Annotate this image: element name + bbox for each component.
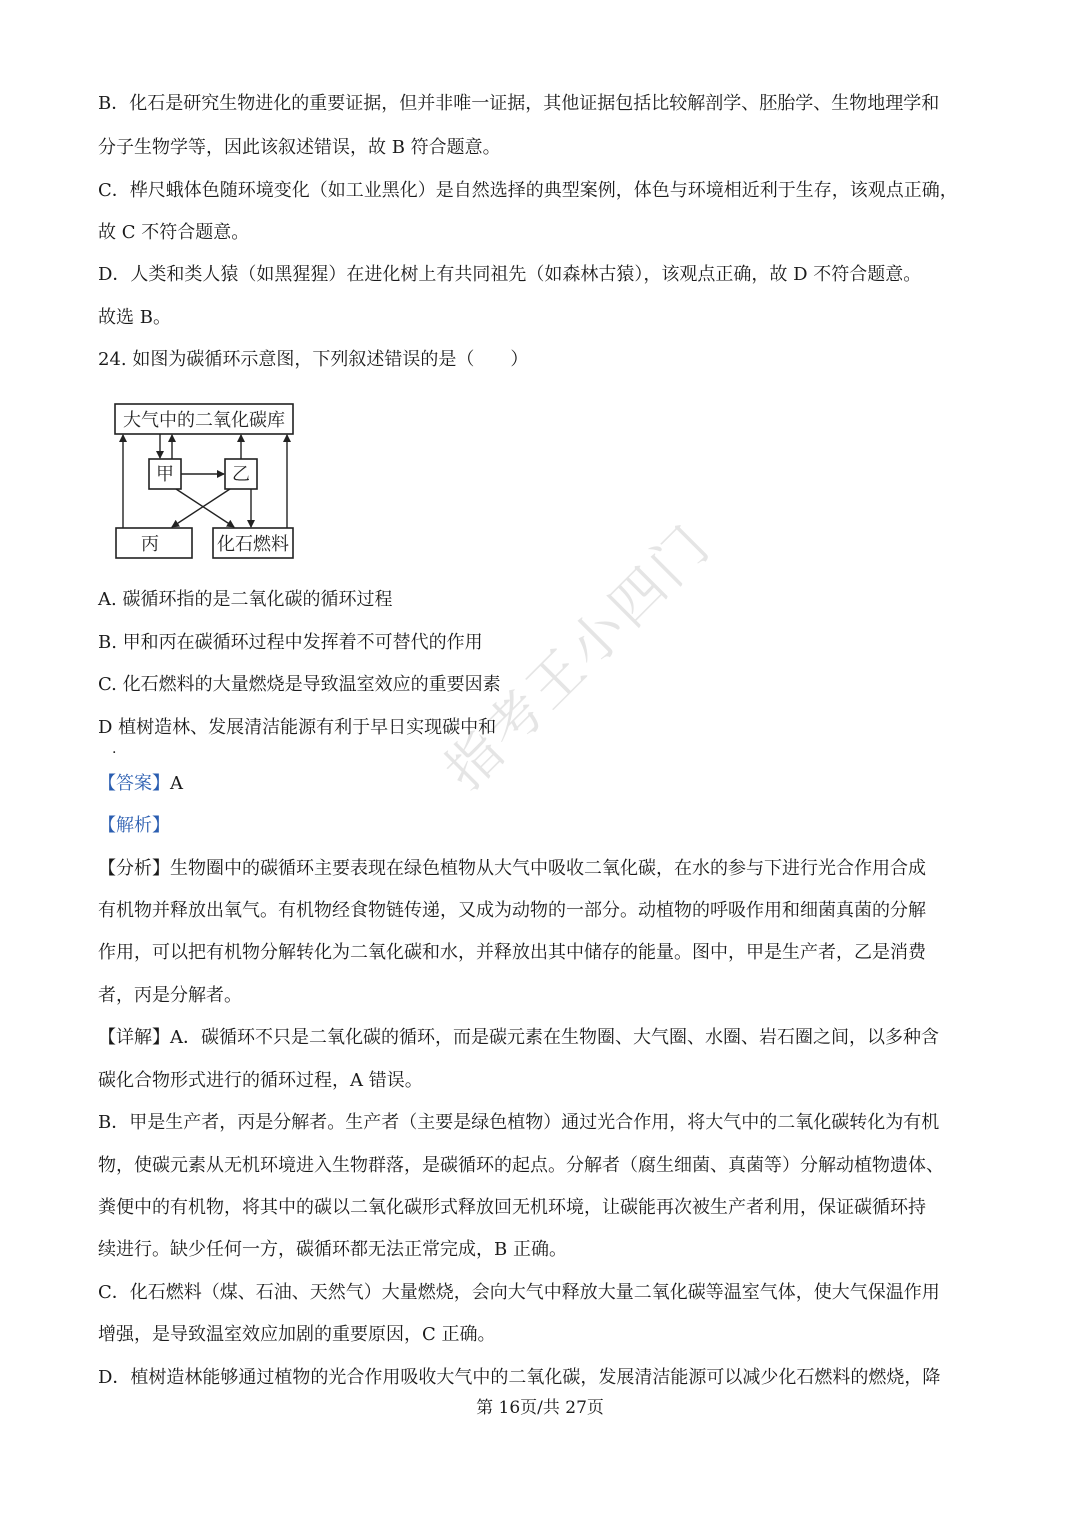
fenxi-line1 [98, 857, 988, 881]
consumer-label: 乙 [232, 464, 250, 485]
option-a: A. 碳循环指的是二氧化碳的循环过程 [98, 589, 393, 610]
option-c: C. 化石燃料的大量燃烧是导致温室效应的重要因素 [98, 674, 501, 695]
fenxi-line4: 者，丙是分解者。 [98, 985, 242, 1006]
xiangjie-a-line1 [98, 1026, 988, 1050]
watermark: 指考王小四门 [432, 511, 724, 803]
fenxi-label: 【分析】 [98, 858, 170, 879]
producer-label: 甲 [156, 464, 174, 485]
question-stem: 24. 如图为碳循环示意图，下列叙述错误的是（ ） [98, 349, 529, 370]
answer-line [98, 772, 988, 796]
explanation-b-line2: 分子生物学等，因此该叙述错误，故 B 符合题意。 [98, 137, 501, 158]
fenxi-line2: 有机物并释放出氧气。有机物经食物链传递，又成为动物的一部分。动植物的呼吸作用和细菌真菌的分解 [98, 900, 926, 921]
xiangjie-c-line1: C．化石燃料（煤、石油、天然气）大量燃烧，会向大气中释放大量二氧化碳等温室气体，使大气保温作用 [98, 1282, 940, 1303]
xiangjie-b-line2: 物，使碳元素从无机环境进入生物群落，是碳循环的起点。分解者（腐生细菌、真菌等）分解动植物遗体、 [98, 1155, 944, 1176]
fossil-fuel-label: 化石燃料 [217, 534, 289, 555]
xiangjie-c-line2: 增强，是导致温室效应加剧的重要原因，C 正确。 [98, 1324, 496, 1345]
xiangjie-a-line2: 碳化合物形式进行的循环过程，A 错误。 [98, 1070, 423, 1091]
arrow-producer-to-fossil [176, 489, 234, 527]
page-footer: 第 16页/共 27页 [476, 1398, 604, 1418]
atmosphere-co2-label: 大气中的二氧化碳库 [123, 410, 285, 431]
arrow-consumer-to-decomposer [172, 489, 230, 527]
xiangjie-b-line4: 续进行。缺少任何一方，碳循环都无法正常完成，B 正确。 [98, 1239, 567, 1260]
xiangjie-b-line1: B．甲是生产者，丙是分解者。生产者（主要是绿色植物）通过光合作用，将大气中的二氧化碳转化为有机 [98, 1112, 940, 1133]
explanation-d-line1: D．人类和类人猿（如黑猩猩）在进化树上有共同祖先（如森林古猿），该观点正确，故 D 不符合题意。 [98, 264, 922, 285]
analysis-label: 【解析】 [98, 815, 170, 836]
fenxi-text1: 生物圈中的碳循环主要表现在绿色植物从大气中吸收二氧化碳，在水的参与下进行光合作用合成 [170, 858, 926, 879]
answer-value: A [170, 773, 183, 794]
xiangjie-a-text1: A．碳循环不只是二氧化碳的循环，而是碳元素在生物圈、大气圈、水圈、岩石圈之间，以多种含 [170, 1027, 939, 1048]
option-b: B. 甲和丙在碳循环过程中发挥着不可替代的作用 [98, 632, 483, 653]
carbon-cycle-diagram [110, 398, 300, 564]
explanation-c-line1: C．桦尺蛾体色随环境变化（如工业黑化）是自然选择的典型案例，体色与环境相近利于生存，该观点正确， [98, 180, 958, 201]
xiangjie-d-line1: D．植树造林能够通过植物的光合作用吸收大气中的二氧化碳，发展清洁能源可以减少化石燃料的燃烧，降 [98, 1367, 941, 1388]
explanation-conclusion: 故选 B。 [98, 307, 171, 328]
explanation-b-line1: B．化石是研究生物进化的重要证据，但并非唯一证据，其他证据包括比较解剖学、胚胎学、生物地理学和 [98, 93, 940, 114]
option-d-dot: . [112, 741, 117, 757]
answer-label: 【答案】 [98, 773, 170, 794]
xiangjie-b-line3: 粪便中的有机物，将其中的碳以二氧化碳形式释放回无机环境，让碳能再次被生产者利用，保证碳循环持 [98, 1197, 926, 1218]
option-d: D 植树造林、发展清洁能源有利于早日实现碳中和 [98, 717, 497, 738]
xiangjie-label: 【详解】 [98, 1027, 170, 1048]
explanation-c-line2: 故 C 不符合题意。 [98, 222, 250, 243]
fenxi-line3: 作用，可以把有机物分解转化为二氧化碳和水，并释放出其中储存的能量。图中，甲是生产者，乙是消费 [98, 942, 926, 963]
decomposer-label: 丙 [141, 534, 159, 555]
